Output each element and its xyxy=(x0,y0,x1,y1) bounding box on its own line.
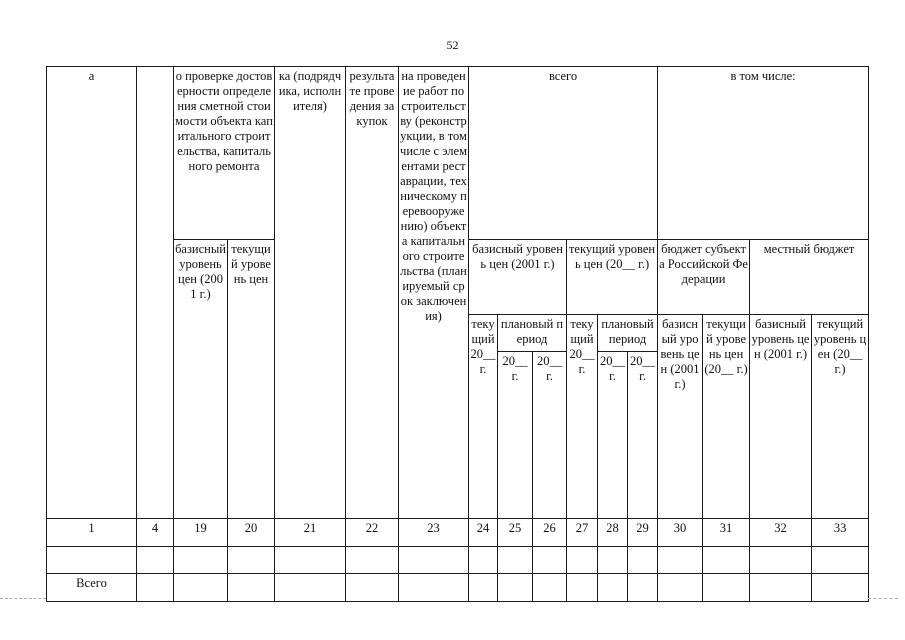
data-cell xyxy=(346,574,399,602)
header-current-prices: текущий уровень цен xyxy=(228,240,275,519)
data-cell xyxy=(812,574,869,602)
header-current-20-a: текущий 20__ г. xyxy=(469,315,498,519)
data-cell xyxy=(174,547,228,574)
data-cell xyxy=(567,574,598,602)
data-cell xyxy=(812,547,869,574)
header-basic-prices: базисный уровень цен (2001 г.) xyxy=(174,240,228,519)
data-cell xyxy=(137,574,174,602)
data-cell xyxy=(750,574,812,602)
header-total-basic: базисный уровень цен (2001 г.) xyxy=(469,240,567,315)
column-number: 31 xyxy=(703,519,750,547)
header-local-basic: базисный уровень цен (2001 г.) xyxy=(750,315,812,519)
data-cell xyxy=(498,547,533,574)
column-number: 1 xyxy=(47,519,137,547)
header-col-a: а xyxy=(47,67,137,519)
column-number: 21 xyxy=(275,519,346,547)
column-number: 20 xyxy=(228,519,275,547)
data-cell xyxy=(750,547,812,574)
data-cell xyxy=(275,547,346,574)
column-number: 26 xyxy=(533,519,567,547)
header-year-29: 20__ г. xyxy=(628,352,658,519)
scan-artifact-line xyxy=(0,598,46,599)
data-cell xyxy=(346,547,399,574)
data-cell xyxy=(137,547,174,574)
header-regional-budget: бюджет субъекта Российской Федерации xyxy=(658,240,750,315)
data-cell xyxy=(469,574,498,602)
header-including: в том числе: xyxy=(658,67,869,240)
header-total-current: текущий уровень цен (20__ г.) xyxy=(567,240,658,315)
column-number: 22 xyxy=(346,519,399,547)
column-number-row xyxy=(47,519,869,547)
data-cell xyxy=(658,574,703,602)
data-cell xyxy=(498,574,533,602)
column-number: 19 xyxy=(174,519,228,547)
data-cell xyxy=(533,574,567,602)
column-number: 32 xyxy=(750,519,812,547)
header-regional-basic: базисный уровень цен (2001 г.) xyxy=(658,315,703,519)
header-planned-period-a: плановый период xyxy=(498,315,567,352)
header-regional-current: текущий уровень цен (20__ г.) xyxy=(703,315,750,519)
column-number: 30 xyxy=(658,519,703,547)
header-total: всего xyxy=(469,67,658,240)
header-local-current: текущий уровень цен (20__ г.) xyxy=(812,315,869,519)
data-cell xyxy=(399,547,469,574)
budget-form-table xyxy=(46,66,869,602)
column-number: 23 xyxy=(399,519,469,547)
header-works: на проведение работ по строительству (реконструкции, в том числе с элементами реставрации, техническому перевооружению) объекта капитального строительства (планируемый срок заключения) xyxy=(399,67,469,519)
data-cell xyxy=(399,574,469,602)
header-year-25: 20__ г. xyxy=(498,352,533,519)
header-local-budget: местный бюджет xyxy=(750,240,869,315)
data-cell xyxy=(567,547,598,574)
data-cell xyxy=(658,547,703,574)
data-cell xyxy=(628,574,658,602)
data-cell xyxy=(47,547,137,574)
data-cell xyxy=(703,547,750,574)
data-cell xyxy=(703,574,750,602)
header-planned-period-b: плановый период xyxy=(598,315,658,352)
header-col-4 xyxy=(137,67,174,519)
data-cell xyxy=(628,547,658,574)
table-row xyxy=(47,547,869,574)
data-cell xyxy=(598,547,628,574)
header-current-20-b: текущий 20__ г. xyxy=(567,315,598,519)
header-procurement: результате проведения закупок xyxy=(346,67,399,519)
page-number: 52 xyxy=(446,38,459,52)
header-year-28: 20__ г. xyxy=(598,352,628,519)
column-number: 33 xyxy=(812,519,869,547)
data-cell xyxy=(174,574,228,602)
data-cell xyxy=(598,574,628,602)
data-cell xyxy=(228,574,275,602)
column-number: 27 xyxy=(567,519,598,547)
total-row-label: Всего xyxy=(47,574,137,602)
column-number: 25 xyxy=(498,519,533,547)
header-contractor: ка (подрядчика, исполнителя) xyxy=(275,67,346,519)
column-number: 4 xyxy=(137,519,174,547)
data-cell xyxy=(469,547,498,574)
data-cell xyxy=(275,574,346,602)
scan-artifact-line xyxy=(868,598,898,599)
column-number: 24 xyxy=(469,519,498,547)
data-cell xyxy=(533,547,567,574)
column-number: 29 xyxy=(628,519,658,547)
total-row xyxy=(47,574,869,602)
header-verification: о проверке достоверности определения сметной стоимости объекта капитального строительства, капитального ремонта xyxy=(174,67,275,240)
column-number: 28 xyxy=(598,519,628,547)
header-year-26: 20__ г. xyxy=(533,352,567,519)
data-cell xyxy=(228,547,275,574)
